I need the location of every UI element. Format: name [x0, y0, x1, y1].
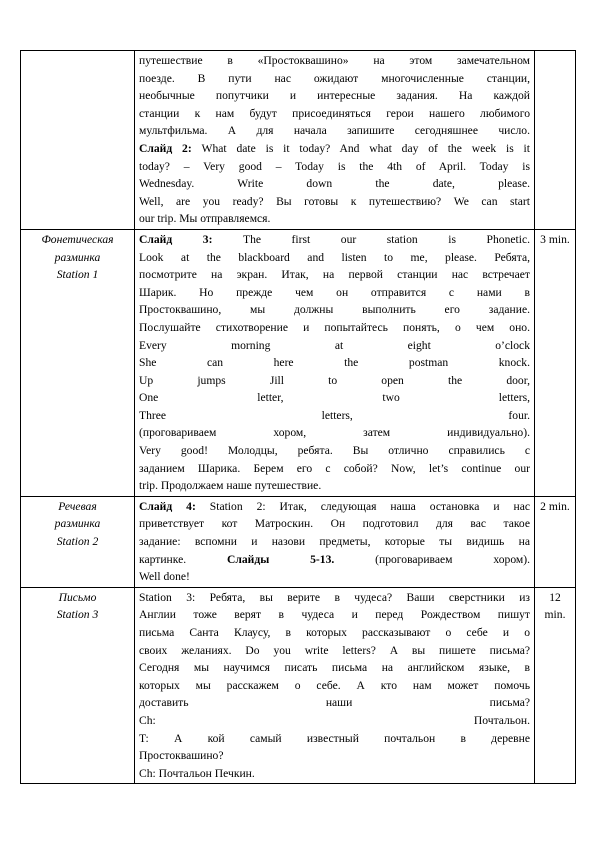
table-row	[21, 496, 576, 587]
time-cell: 3 min.	[535, 229, 576, 496]
table-row	[21, 51, 576, 230]
text-fragment: What date is it today? And what day of the week is it	[191, 141, 530, 155]
text-line: Very good! Молодцы, ребята. Вы отлично справились с	[139, 444, 530, 458]
text-line: приветствует кот Матроскин. Он подготовил для вас такое	[139, 517, 530, 531]
table-row	[21, 229, 576, 496]
text-line: Three letters, four.	[139, 408, 530, 422]
stage-cell	[21, 587, 135, 784]
text-line: Look at the blackboard and listen to me, please. Ребята,	[139, 250, 530, 264]
text-line: доставить наши письма?	[139, 696, 530, 710]
content-cell	[135, 587, 535, 784]
text-line	[139, 551, 530, 569]
text-line: Простоквашино?	[139, 749, 224, 763]
stage-label: Письмо	[58, 590, 97, 604]
slide-label: Слайд 3:	[139, 232, 213, 246]
text-line: заданием Шарика. Берем его с собой? Now, let’s continue our	[139, 461, 530, 475]
slide-label: Слайды 5-13.	[226, 552, 335, 566]
text-line: Station 3: Ребята, вы верите в чудеса? Ваши сверстники из	[139, 590, 530, 604]
text-line: Up jumps Jill to open the door,	[139, 373, 530, 387]
text-line: станции к нам будут присоединяться герои нашего любимого	[139, 106, 530, 120]
text-line: Wednesday. Write down the date, please.	[139, 177, 530, 191]
text-line: T: А кой самый известный почтальон в деревне	[139, 731, 530, 745]
text-line: (проговариваем хором, затем индивидуально).	[139, 426, 530, 440]
text-line: One letter, two letters,	[139, 391, 530, 405]
text-line: Ch: Почтальон.	[139, 713, 530, 727]
stage-label: разминка	[54, 517, 101, 531]
text-line: Well, are you ready? Вы готовы к путешествию? We can start	[139, 194, 530, 208]
text-fragment: картинке.	[139, 552, 227, 566]
text-line: Well done!	[139, 570, 190, 584]
lesson-plan-table	[20, 50, 576, 784]
text-line: Шарик. Но прежде чем он отправится с нами в	[139, 285, 530, 299]
stage-label: Фонетическая	[41, 232, 114, 246]
text-line: She can here the postman knock.	[139, 356, 530, 370]
time-cell: 12 min.	[535, 587, 576, 784]
stage-label: Речевая	[58, 499, 97, 513]
stage-cell	[21, 496, 135, 587]
text-line	[139, 140, 530, 158]
content-cell	[135, 229, 535, 496]
text-line: Ch: Почтальон Печкин.	[139, 766, 255, 780]
text-line: Простоквашино, мы должны выполнить его задание.	[139, 303, 530, 317]
text-line: Every morning at eight o’clock	[139, 338, 530, 352]
content-cell	[135, 51, 535, 230]
slide-label: Слайд 4:	[139, 499, 196, 513]
text-fragment: (проговариваем хором).	[334, 552, 530, 566]
text-line: Сегодня мы научимся писать письма на английском языке, в	[139, 661, 530, 675]
text-line: необычные попутчики и интересные задания. На каждой	[139, 89, 530, 103]
text-line	[139, 498, 530, 516]
text-line: письма Санта Клаусу, в которых рассказывают о себе и о	[139, 626, 530, 639]
time-cell	[535, 51, 576, 230]
text-line: которых мы расскажем о себе. А кто нам может помочь	[139, 678, 530, 692]
text-fragment: The first our station is Phonetic.	[212, 232, 530, 246]
stage-label: разминка	[54, 250, 101, 264]
table-row	[21, 587, 576, 784]
text-line: Послушайте стихотворение и попытайтесь понять, о чем оно.	[139, 320, 530, 334]
text-line: задание: вспомни и назови предметы, которые ты видишь на	[139, 535, 530, 549]
stage-cell	[21, 229, 135, 496]
text-line: today? – Very good – Today is the 4th of April. Today is	[139, 159, 530, 173]
text-line	[139, 231, 530, 249]
text-fragment: Station 2: Итак, следующая наша остановка и нас	[195, 499, 530, 513]
content-cell	[135, 496, 535, 587]
time-cell: 2 min.	[535, 496, 576, 587]
text-line: trip. Продолжаем наше путешествие.	[139, 479, 322, 493]
text-line: our trip. Мы отправляемся.	[139, 212, 271, 226]
stage-label: Station 3	[56, 608, 99, 622]
text-line: своих желаниях. Do you write letters? А вы пишете письма?	[139, 643, 530, 657]
text-line: поезде. В пути нас ожидают многочисленные станции,	[139, 71, 530, 85]
text-line: путешествие в «Простоквашино» на этом замечательном	[139, 54, 530, 67]
text-line: мультфильма. А для начала запишите сегодняшнее число.	[139, 124, 530, 138]
stage-label: Station 1	[56, 268, 99, 282]
slide-label: Слайд 2:	[139, 141, 192, 155]
text-line: Англии тоже верят в чудеса и перед Рождеством пишут	[139, 608, 530, 622]
stage-label: Station 2	[56, 535, 99, 549]
text-line: посмотрите на экран. Итак, на первой станции нас встречает	[139, 268, 530, 282]
stage-cell	[21, 51, 135, 230]
